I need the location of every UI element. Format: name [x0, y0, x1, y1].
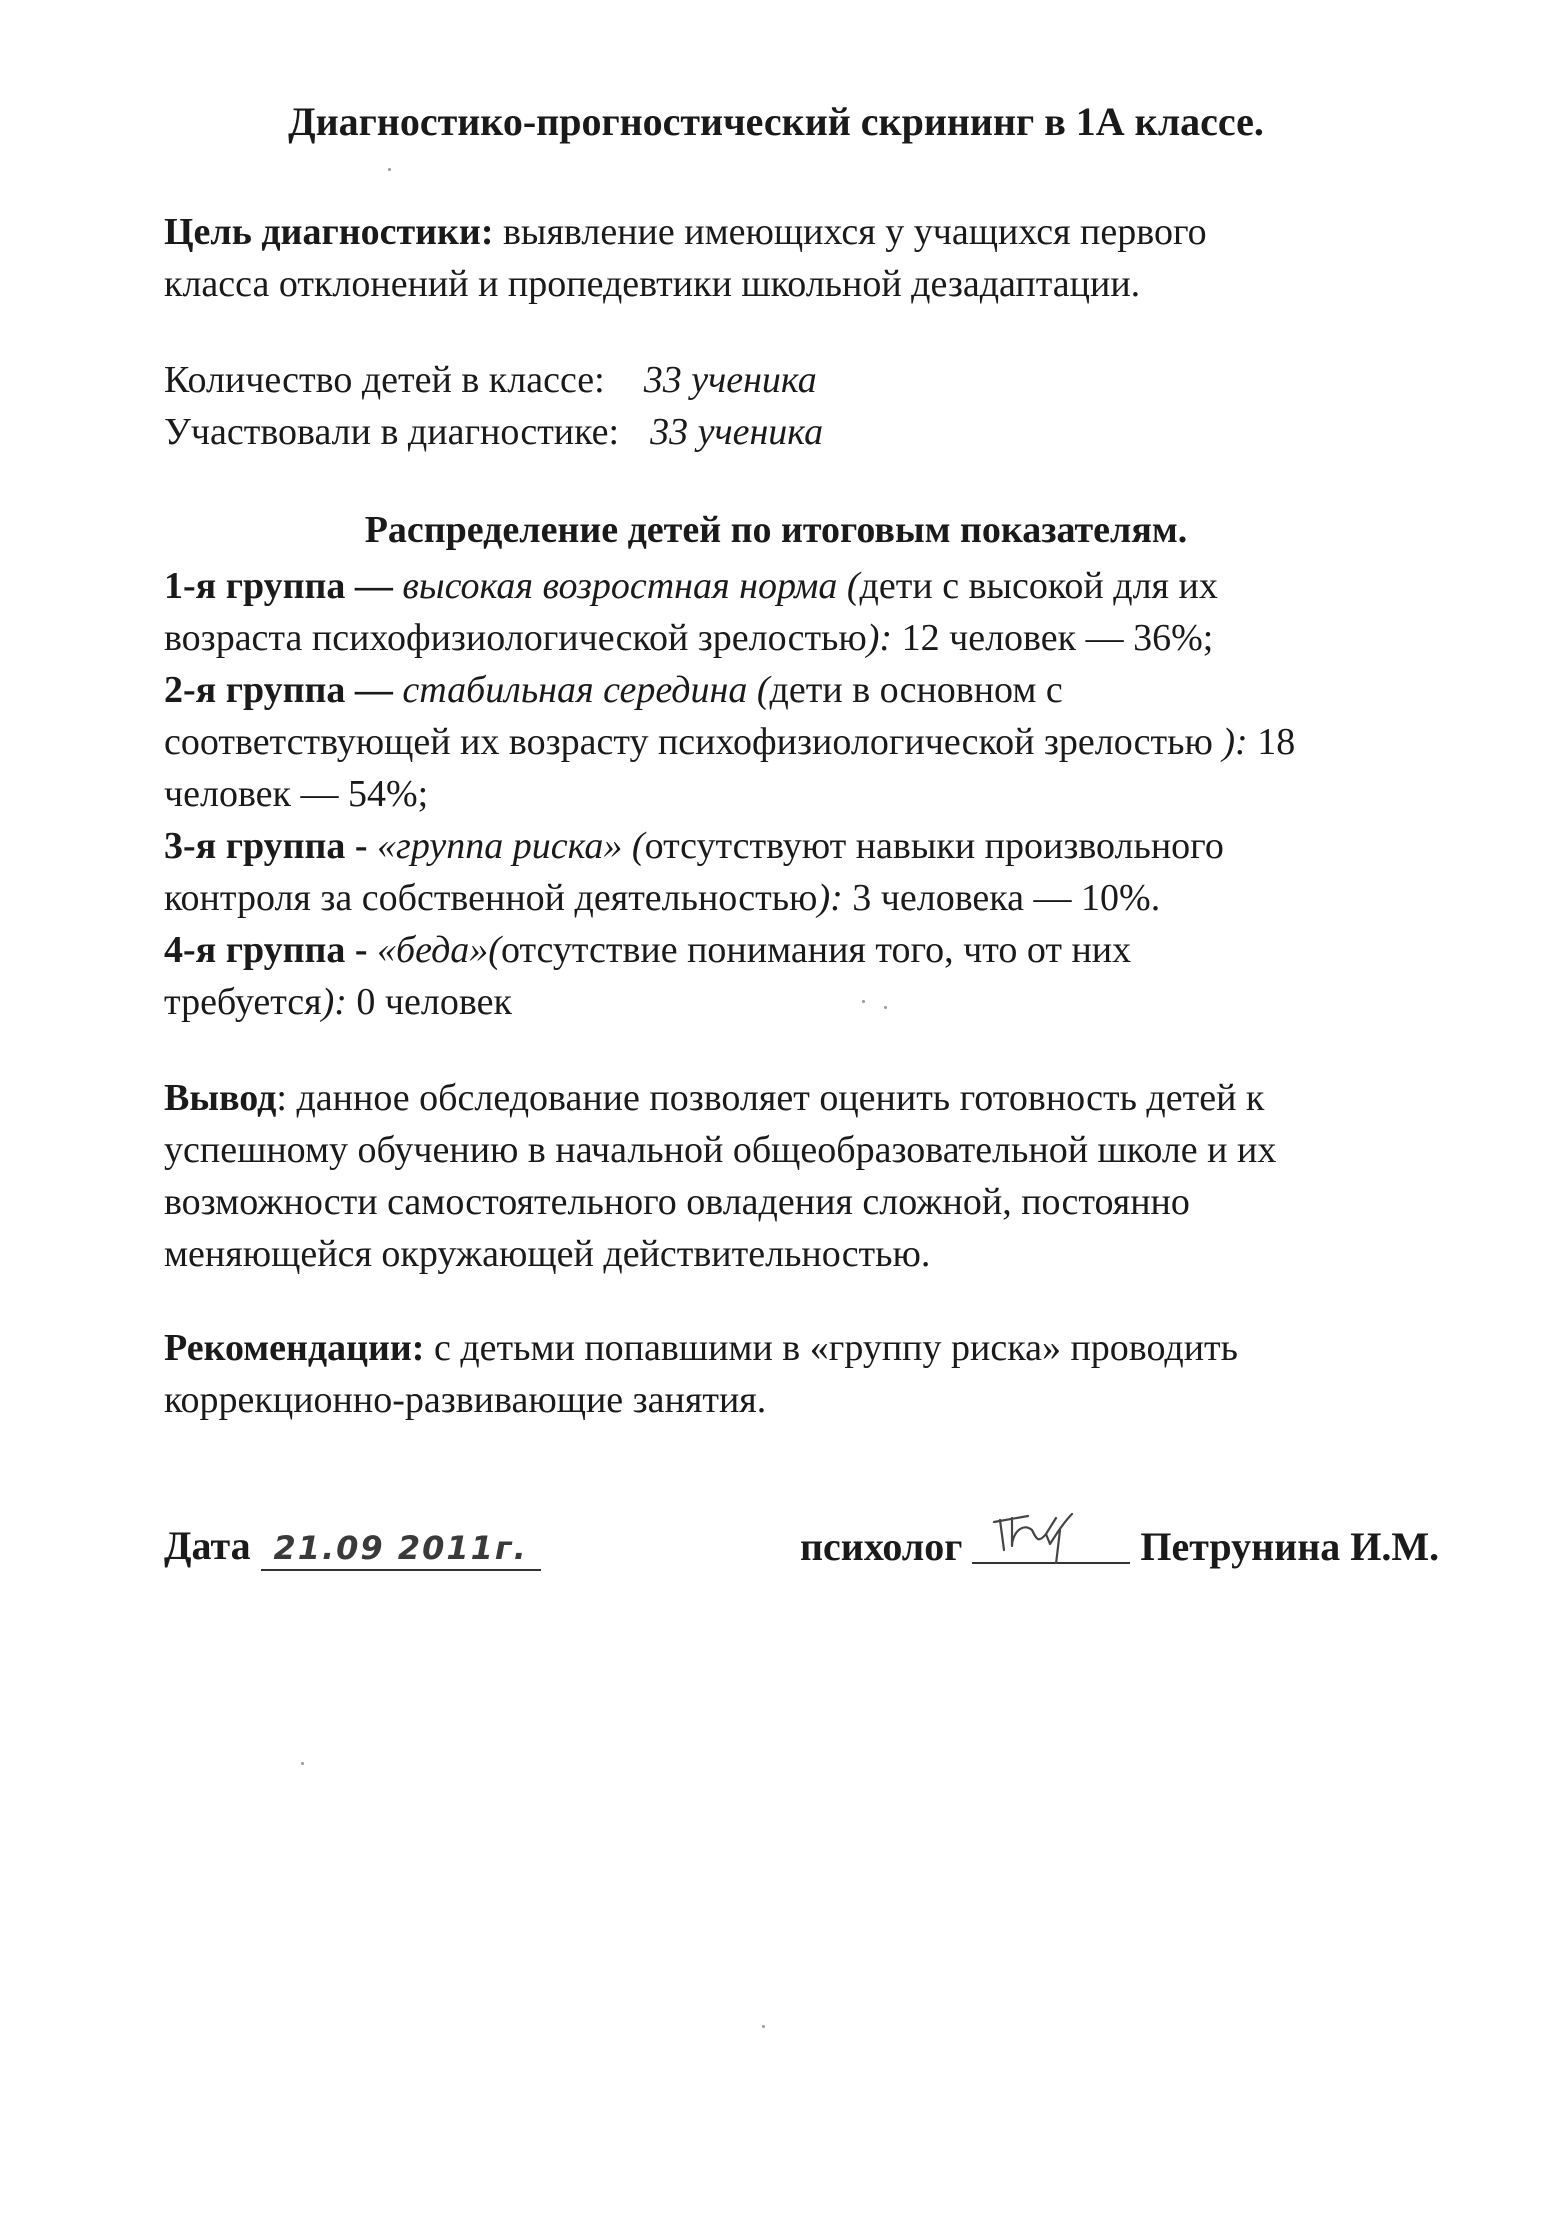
group-4-desc-1: отсутствие понимания того, что от них	[500, 929, 1132, 971]
scan-speck	[388, 168, 391, 171]
group-2-line-3	[164, 768, 428, 820]
goal-label: Цель диагностики:	[164, 211, 494, 253]
count-label: Количество детей в классе:	[164, 359, 605, 401]
group-1-close: ):	[866, 617, 893, 659]
group-4-name: 4-я группа -	[164, 929, 368, 971]
conclusion-text-3: возможности самостоятельного овладения сложной, постоянно	[164, 1181, 1190, 1223]
goal-line-1	[164, 206, 1207, 258]
conclusion-line-4	[164, 1228, 930, 1280]
recommendations-text-2: коррекционно-развивающие занятия.	[164, 1379, 767, 1421]
psychologist-name: Петрунина И.М.	[1140, 1524, 1440, 1569]
scan-speck	[762, 2025, 765, 2028]
group-3-category: «группа риска» (	[377, 825, 645, 867]
count-value: 33 ученика	[643, 359, 817, 401]
signature-line	[972, 1522, 1130, 1564]
group-4-category: «беда»(	[377, 929, 501, 971]
participated-line	[164, 406, 823, 458]
scan-speck	[884, 1006, 887, 1009]
group-1-line-2	[164, 612, 1213, 664]
conclusion-label: Вывод	[164, 1077, 277, 1119]
group-2-desc-3: человек — 54%;	[164, 773, 429, 815]
participated-label: Участвовали в диагностике:	[164, 411, 620, 453]
participated-value: 33 ученика	[650, 411, 824, 453]
group-1-line-1	[164, 560, 1218, 612]
scan-speck	[301, 1762, 304, 1765]
group-3-line-1	[164, 820, 1224, 872]
group-2-desc-1: дети в основном с	[769, 669, 1063, 711]
group-4-line-1	[164, 924, 1131, 976]
group-1-result: 12 человек — 36%;	[892, 617, 1214, 659]
recommendations-text-1: с детьми попавшими в «группу риска» проводить	[424, 1327, 1238, 1369]
scan-speck	[862, 1000, 865, 1003]
group-1-name: 1-я группа —	[164, 565, 393, 607]
conclusion-text-4: меняющейся окружающей действительностью.	[164, 1233, 931, 1275]
distribution-title: Распределение детей по итоговым показателям.	[364, 509, 1188, 551]
count-line	[164, 354, 817, 406]
group-4-desc-2: требуется	[164, 981, 322, 1023]
group-2-category: стабильная середина (	[402, 669, 770, 711]
group-2-close: ):	[1222, 721, 1248, 763]
date-field	[164, 1522, 541, 1571]
conclusion-text-2: успешному обучению в начальной общеобразовательной школе и их	[164, 1129, 1277, 1171]
handwritten-signature	[976, 1494, 1126, 1564]
conclusion-line-2	[164, 1124, 1276, 1176]
recommendations-line-1	[164, 1322, 1238, 1374]
goal-text-1: выявление имеющихся у учащихся первого	[493, 211, 1207, 253]
group-2-desc-2: соответствующей их возрасту психофизиологической зрелостью	[164, 721, 1223, 763]
group-3-name: 3-я группа -	[164, 825, 368, 867]
group-3-line-2	[164, 872, 1160, 924]
group-4-line-2	[164, 976, 512, 1028]
group-1-category: высокая возростная норма (	[402, 565, 860, 607]
group-2-line-2	[164, 716, 1295, 768]
psychologist-field	[800, 1522, 1439, 1570]
goal-line-2	[164, 258, 1140, 310]
conclusion-line-1	[164, 1072, 1264, 1124]
recommendations-label: Рекомендации:	[164, 1327, 425, 1369]
group-3-desc-2: контроля за собственной деятельностью	[164, 877, 818, 919]
group-1-desc-2: возраста психофизиологической зрелостью	[164, 617, 867, 659]
group-3-close: ):	[817, 877, 843, 919]
group-3-desc-1: отсутствуют навыки произвольного	[644, 825, 1224, 867]
group-4-result: 0 человек	[346, 981, 512, 1023]
date-label: Дата	[164, 1523, 251, 1568]
group-2-line-1	[164, 664, 1063, 716]
document-title: Диагностико-прогностический скрининг в 1А классе.	[288, 99, 1264, 144]
conclusion-line-3	[164, 1176, 1190, 1228]
conclusion-text-1: : данное обследование позволяет оценить готовность детей к	[276, 1077, 1265, 1119]
goal-text-2: класса отклонений и пропедевтики школьной дезадаптации.	[164, 263, 1141, 305]
date-value: 21.09 2011г.	[273, 1529, 528, 1567]
group-2-result: 18	[1247, 721, 1296, 763]
date-underline	[261, 1522, 541, 1571]
psychologist-label: психолог	[800, 1524, 963, 1569]
recommendations-line-2	[164, 1374, 766, 1426]
group-2-name: 2-я группа —	[164, 669, 393, 711]
group-3-result: 3 человека — 10%.	[842, 877, 1161, 919]
group-1-desc-1: дети с высокой для их	[859, 565, 1218, 607]
group-4-close: ):	[321, 981, 347, 1023]
